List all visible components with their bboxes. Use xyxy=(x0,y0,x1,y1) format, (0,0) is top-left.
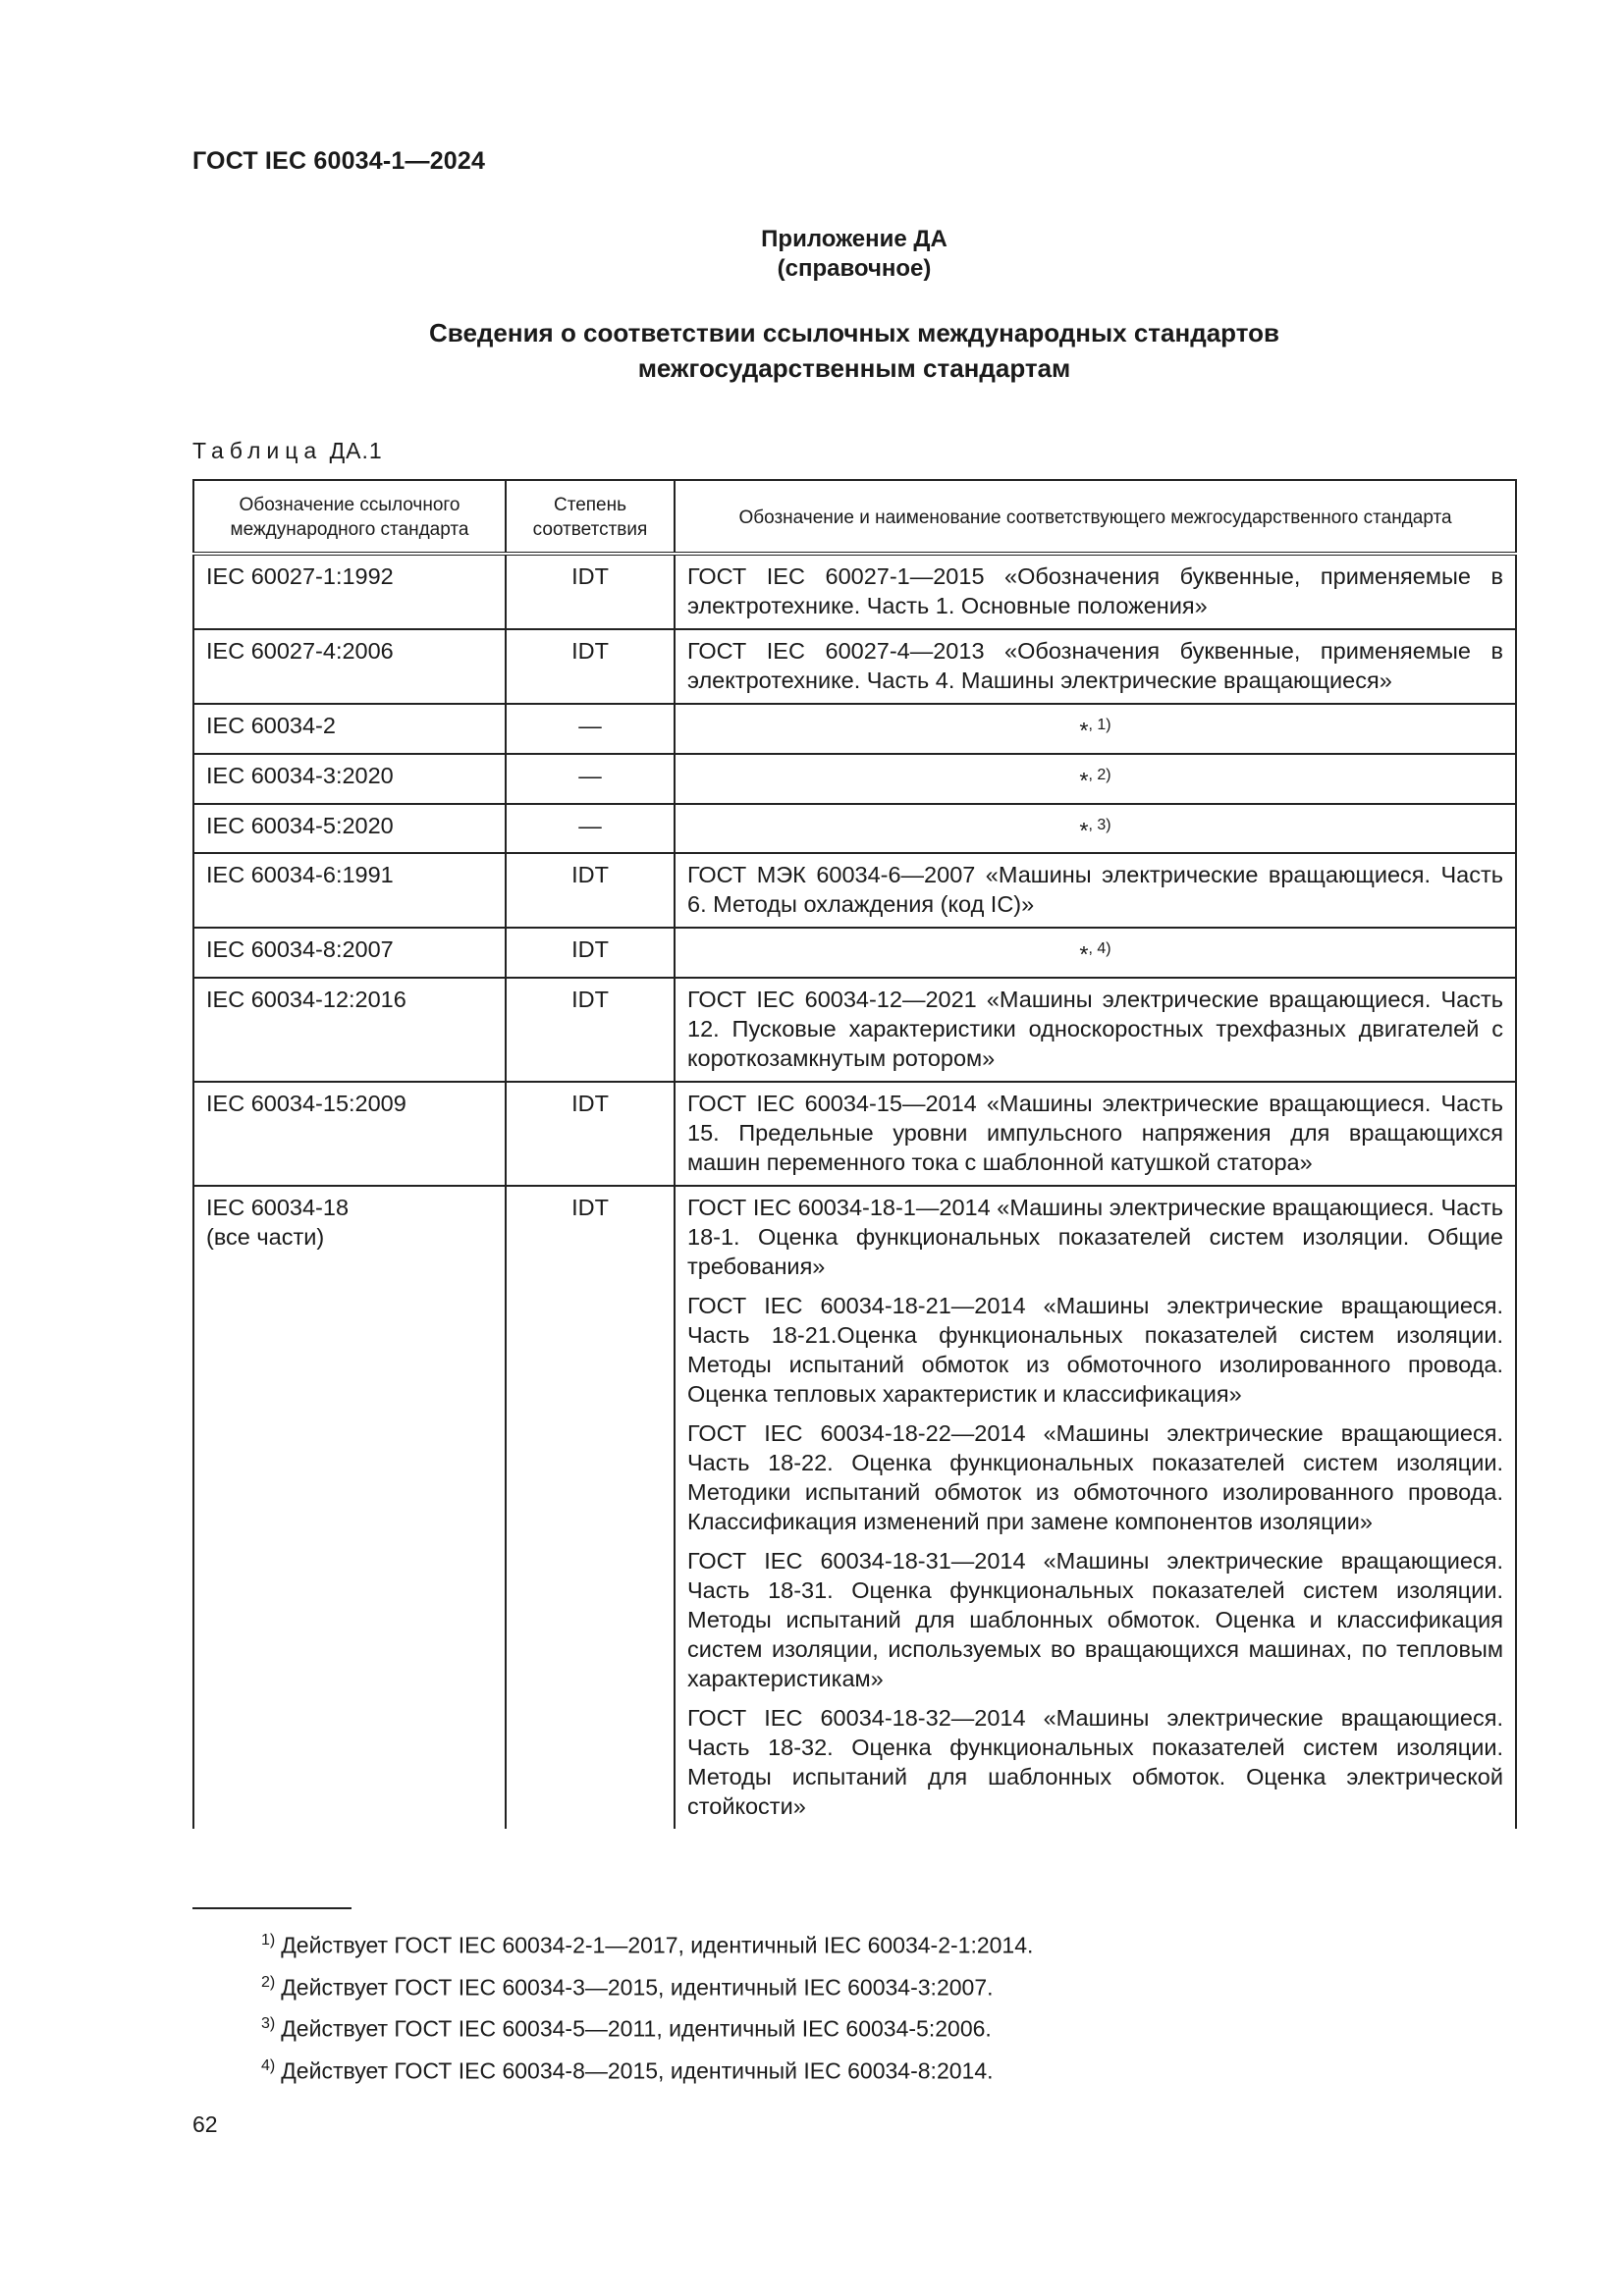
degree-cell: IDT xyxy=(506,853,675,928)
reference-standard: IEC 60034-2 xyxy=(206,713,336,738)
annex-title xyxy=(192,315,1516,386)
correspondence-table xyxy=(192,479,1517,1829)
reference-cell xyxy=(193,978,506,1082)
reference-cell xyxy=(193,554,506,629)
footnote xyxy=(261,1922,1033,1964)
footnote-mark: 1) xyxy=(261,1932,276,1949)
footnote-separator xyxy=(192,1907,352,1909)
annex-title-line-2: межгосударственным стандартам xyxy=(637,353,1071,383)
degree-cell: IDT xyxy=(506,629,675,704)
footnote-text: Действует ГОСТ IEC 60034-5—2011, идентичный IEC 60034-5:2006. xyxy=(281,2015,992,2042)
degree-cell: IDT xyxy=(506,978,675,1082)
reference-cell xyxy=(193,1082,506,1186)
degree-cell: — xyxy=(506,704,675,754)
gost-cell xyxy=(675,629,1516,704)
footnote-reference: , 3) xyxy=(1088,816,1111,833)
gost-cell xyxy=(675,978,1516,1082)
column-header-degree: Степень соответствия xyxy=(506,480,675,554)
table-row xyxy=(193,554,1516,629)
gost-cell xyxy=(675,853,1516,928)
reference-standard: IEC 60034-5:2020 xyxy=(206,812,394,838)
annex-title-line-1: Сведения о соответствии ссылочных международных стандартов xyxy=(429,318,1279,347)
table-row xyxy=(193,629,1516,704)
gost-cell xyxy=(675,704,1516,754)
reference-standard: IEC 60027-4:2006 xyxy=(206,638,394,664)
gost-entry: ГОСТ IEC 60034-15—2014 «Машины электрические вращающиеся. Часть 15. Предельные уровни импульсного напряжения для вращающихся машин переменного тока с шаблонной катушкой статора» xyxy=(687,1091,1503,1176)
footnote-mark: 3) xyxy=(261,2015,276,2033)
column-header-gost: Обозначение и наименование соответствующего межгосударственного стандарта xyxy=(675,480,1516,554)
gost-cell xyxy=(675,928,1516,978)
degree-cell: IDT xyxy=(506,1082,675,1186)
reference-standard: IEC 60034-12:2016 xyxy=(206,987,406,1013)
gost-cell xyxy=(675,1186,1516,1829)
gost-cell xyxy=(675,754,1516,804)
footnote-text: Действует ГОСТ IEC 60034-2-1—2017, идентичный IEC 60034-2-1:2014. xyxy=(281,1932,1034,1958)
degree-cell: IDT xyxy=(506,554,675,629)
degree-cell: — xyxy=(506,754,675,804)
gost-entry: ГОСТ IEC 60034-18-22—2014 «Машины электрические вращающиеся. Часть 18-22. Оценка функциональных показателей систем изоляции. Методики испытаний обмоток из обмоточного изолированного провода. Классификация изменений при замене компонентов изоляции» xyxy=(687,1420,1503,1535)
column-header-reference: Обозначение ссылочного международного стандарта xyxy=(193,480,506,554)
table-row xyxy=(193,804,1516,854)
table-row xyxy=(193,1082,1516,1186)
gost-entry: ГОСТ IEC 60034-12—2021 «Машины электрические вращающиеся. Часть 12. Пусковые характеристики односкоростных трехфазных двигателей с короткозамкнутым ротором» xyxy=(687,987,1503,1072)
gost-entry: ГОСТ IEC 60034-18-32—2014 «Машины электрические вращающиеся. Часть 18-32. Оценка функциональных показателей систем изоляции. Методы испытаний для шаблонных обмоток. Оценка электрической стойкости» xyxy=(687,1705,1503,1820)
table-body xyxy=(193,554,1516,1829)
gost-entry: ГОСТ IEC 60027-1—2015 «Обозначения буквенные, применяемые в электротехнике. Часть 1. Основные положения» xyxy=(687,563,1503,618)
gost-entry: ГОСТ IEC 60034-18-21—2014 «Машины электрические вращающиеся. Часть 18-21.Оценка функциональных показателей систем изоляции. Методы испытаний обмоток из обмоточного изолированного провода. Оценка тепловых характеристик и классификация» xyxy=(687,1293,1503,1408)
table-caption-number: ДА.1 xyxy=(329,438,383,463)
reference-cell xyxy=(193,1186,506,1829)
table-row xyxy=(193,978,1516,1082)
page-number: 62 xyxy=(192,2111,218,2137)
reference-cell xyxy=(193,629,506,704)
gost-cell xyxy=(675,1082,1516,1186)
table-row xyxy=(193,1186,1516,1829)
footnote-text: Действует ГОСТ IEC 60034-8—2015, идентичный IEC 60034-8:2014. xyxy=(281,2057,994,2084)
not-applicable-star: * xyxy=(1079,767,1089,793)
footnote-text: Действует ГОСТ IEC 60034-3—2015, идентичный IEC 60034-3:2007. xyxy=(281,1974,994,2001)
reference-standard: IEC 60034-18 xyxy=(206,1195,350,1221)
footnote-reference: , 1) xyxy=(1088,717,1111,733)
reference-cell xyxy=(193,804,506,854)
table-row xyxy=(193,928,1516,978)
degree-cell: IDT xyxy=(506,928,675,978)
table-caption xyxy=(192,438,383,464)
reference-cell xyxy=(193,704,506,754)
annex-heading xyxy=(192,225,1516,284)
footnotes xyxy=(261,1922,1033,2090)
not-applicable-star: * xyxy=(1079,817,1089,843)
degree-cell: — xyxy=(506,804,675,854)
annex-kind: (справочное) xyxy=(777,255,932,282)
footnote xyxy=(261,1964,1033,2006)
reference-standard: IEC 60034-15:2009 xyxy=(206,1091,406,1117)
reference-cell xyxy=(193,754,506,804)
reference-standard: IEC 60034-6:1991 xyxy=(206,862,394,888)
footnote-mark: 4) xyxy=(261,2056,276,2074)
footnote xyxy=(261,2005,1033,2048)
gost-cell xyxy=(675,554,1516,629)
footnote-reference: , 2) xyxy=(1088,766,1111,783)
table-header-row xyxy=(193,480,1516,554)
reference-cell xyxy=(193,928,506,978)
document-header: ГОСТ IEC 60034-1—2024 xyxy=(192,147,486,175)
not-applicable-star: * xyxy=(1079,717,1089,743)
table-row xyxy=(193,754,1516,804)
reference-standard: IEC 60027-1:1992 xyxy=(206,563,394,589)
gost-entry: ГОСТ IEC 60027-4—2013 «Обозначения буквенные, применяемые в электротехнике. Часть 4. Машины электрические вращающиеся» xyxy=(687,638,1503,693)
annex-label: Приложение ДА xyxy=(761,226,947,252)
reference-standard: IEC 60034-3:2020 xyxy=(206,762,394,788)
table-caption-word: Таблица xyxy=(192,438,323,463)
gost-entry: ГОСТ МЭК 60034-6—2007 «Машины электрические вращающиеся. Часть 6. Методы охлаждения (код IC)» xyxy=(687,862,1503,918)
reference-note: (все части) xyxy=(206,1224,325,1251)
footnote xyxy=(261,2048,1033,2090)
gost-cell xyxy=(675,804,1516,854)
gost-entry: ГОСТ IEC 60034-18-31—2014 «Машины электрические вращающиеся. Часть 18-31. Оценка функциональных показателей систем изоляции. Методы испытаний для шаблонных обмоток. Оценка и классификация систем изоляции, используемых во вращающихся машинах, по тепловым характеристикам» xyxy=(687,1548,1503,1692)
footnote-reference: , 4) xyxy=(1088,940,1111,958)
reference-cell xyxy=(193,853,506,928)
gost-entry: ГОСТ IEC 60034-18-1—2014 «Машины электрические вращающиеся. Часть 18-1. Оценка функциональных показателей систем изоляции. Общие требования» xyxy=(687,1195,1503,1280)
reference-standard: IEC 60034-8:2007 xyxy=(206,936,394,963)
footnote-mark: 2) xyxy=(261,1973,276,1991)
degree-cell: IDT xyxy=(506,1186,675,1829)
table-row xyxy=(193,853,1516,928)
table-row xyxy=(193,704,1516,754)
not-applicable-star: * xyxy=(1079,941,1089,968)
